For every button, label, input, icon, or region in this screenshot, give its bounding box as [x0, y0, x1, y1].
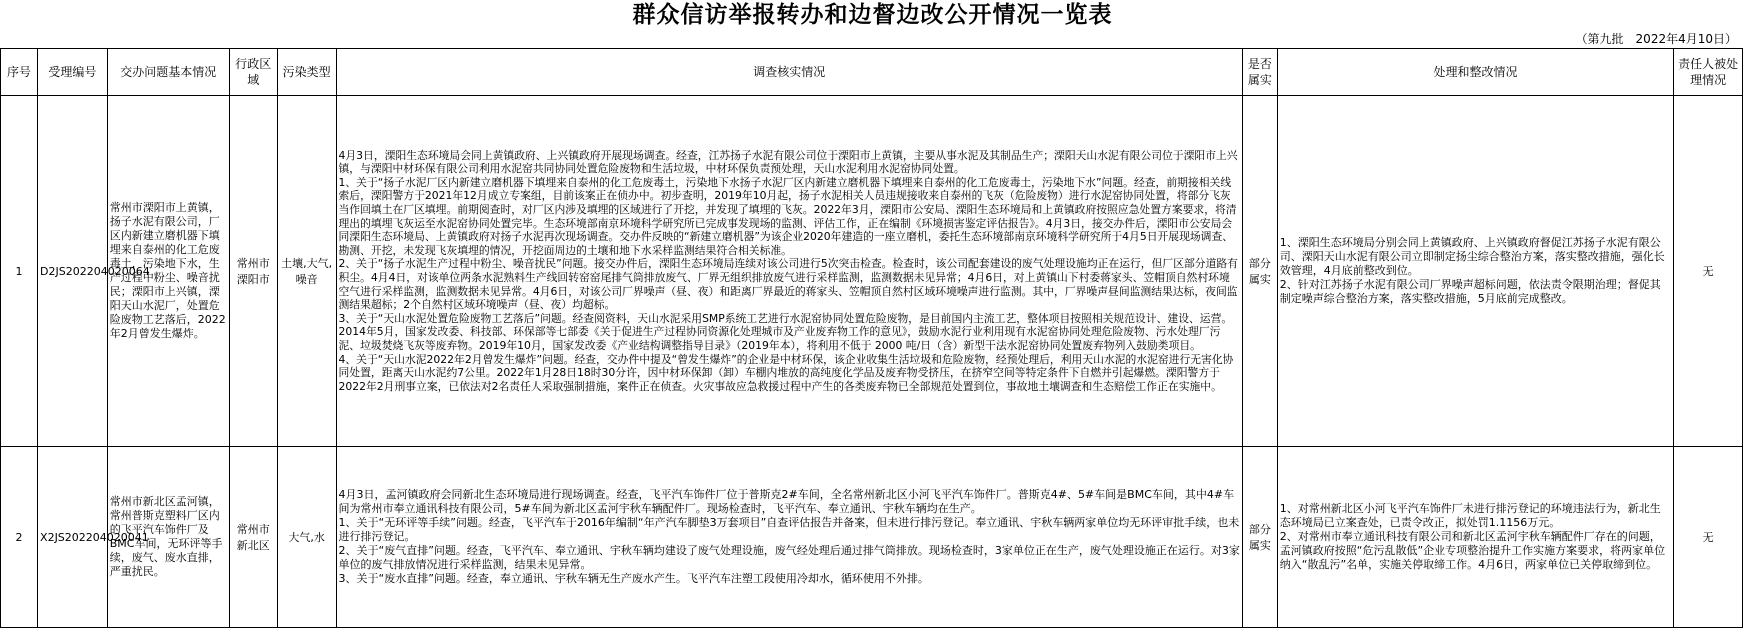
rectification-paragraph: 2、针对江苏扬子水泥有限公司厂界噪声超标问题，依法责令限期治理；督促其制定噪声综合整治方案，落实整改措施，5月底前完成整改。 — [1279, 278, 1661, 305]
header-id[interactable]: 受理编号 — [38, 49, 108, 96]
header-region[interactable]: 行政区域 — [229, 49, 277, 96]
table-row — [1, 96, 1743, 447]
cell-no[interactable]: 2 — [1, 447, 38, 628]
rectification-paragraph: 1、溧阳生态环境局分别会同上黄镇政府、上兴镇政府督促江苏扬子水泥有限公司、溧阳天山水泥有限公司立即制定扬尘综合整治方案，落实整改措施，强化长效管理，4月底前整改到位。 — [1279, 236, 1665, 277]
rectification-paragraph: 2、对常州市奉立通讯科技有限公司和新北区孟河宇秋车辆配件厂存在的问题，孟河镇政府按照“危污乱散低”企业专项整治提升工作实施方案要求，将两家单位纳入“散乱污”名单，实施关停取缔工作。4月6日，两家单位已关停取缔到位。 — [1279, 530, 1666, 571]
investigation-paragraph: 4月3日，孟河镇政府会同新北生态环境局进行现场调查。经查，飞平汽车饰件厂位于普斯克2#车间，全名常州新北区小河飞平汽车饰件厂。普斯克4#、5#车间是BMC车间，其中4#车间为常州市奉立通讯科技有限公司，5#车间为新北区孟河宇秋车辆配件厂。现场检查时，飞平汽车、奉立通讯、宇秋车辆均在生产。 — [338, 488, 1235, 515]
cell-accountability[interactable]: 无 — [1674, 447, 1743, 628]
cell-id[interactable]: D2JS202204020064 — [38, 96, 108, 447]
cell-region[interactable]: 常州市新北区 — [229, 447, 277, 628]
cell-rectification[interactable] — [1277, 96, 1674, 447]
cell-issue[interactable]: 常州市溧阳市上黄镇，扬子水泥有限公司，厂区内新建立磨机器下填埋来自泰州的化工危废毒土，污染地下水，生产过程中粉尘、噪音扰民；溧阳市上兴镇，溧阳天山水泥厂，处置危险废物工艺落后，2022年2月曾发生爆炸。 — [107, 96, 229, 447]
investigation-paragraph: 4、关于“天山水泥2022年2月曾发生爆炸”问题。经查，交办件中提及“曾发生爆炸”的企业是中材环保，该企业收集生活垃圾和危险废物，经预处理后，利用天山水泥的水泥窑进行无害化协同处置，距离天山水泥约7公里。2022年1月28日18时30分许，因中材环保卸（卸）车棚内堆放的高纯度化学品及废弃物受挤压，在挤窄空间等特定条件下自燃并引起爆燃。溧阳警方于2022年2月刑事立案，已依法对2名责任人采取强制措施，案件正在侦查。火灾事故应急救援过程中产生的各类废弃物已全部规范处置到位，事故地土壤调查和生态赔偿工作正在实施中。 — [338, 352, 1234, 393]
cell-verified[interactable]: 部分属实 — [1242, 447, 1277, 628]
investigation-paragraph: 3、关于“天山水泥处置危险废物工艺落后”问题。经查阅资料，天山水泥采用SMP系统工艺进行水泥窑协同处置危险废物，是目前国内主流工艺，整体项目按照相关规范设计、建设、运营。2014年5月，国家发改委、科技部、环保部等七部委《关于促进生产过程协同资源化处理城市及产业废弃物工作的意见》，鼓励水泥行业利用现有水泥窑协同处理危险废物、污水处理厂污泥、垃圾焚烧飞灰等废弃物。2019年10月，国家发改委《产业结构调整指导目录》（2019年本），将利用不低于 2000 吨/日（含）新型干法水泥窑协同处置废弃物列入鼓励类项目。 — [338, 311, 1233, 352]
cell-investigation[interactable] — [336, 447, 1242, 628]
cell-investigation[interactable] — [336, 96, 1242, 447]
investigation-paragraph: 2、关于“废气直排”问题。经查，飞平汽车、奉立通讯、宇秋车辆均建设了废气处理设施，废气经处理后通过排气筒排放。现场检查时，3家单位正在生产，废气处理设施正在运行。对3家单位的废气排放情况进行采样监测，结果未见异常。 — [338, 544, 1240, 571]
header-row — [1, 49, 1743, 96]
investigation-paragraph: 4月3日，溧阳生态环境局会同上黄镇政府、上兴镇政府开展现场调查。经查，江苏扬子水泥有限公司位于溧阳市上黄镇，主要从事水泥及其制品生产；溧阳天山水泥有限公司位于溧阳市上兴镇，与溧阳中材环保有限公司利用水泥窑共同协同处置危险废物和生活垃圾，中材环保负责预处理，天山水泥利用水泥窑协同处置。 — [338, 148, 1238, 176]
investigation-paragraph: 3、关于“废水直排”问题。经查，奉立通讯、宇秋车辆无生产废水产生。飞平汽车注塑工段使用冷却水，循环使用不外排。 — [338, 572, 929, 585]
header-rectification[interactable]: 处理和整改情况 — [1277, 49, 1674, 96]
investigation-paragraph: 1、关于“扬子水泥厂区内新建立磨机器下填埋来自泰州的化工危废毒土，污染地下水扬子水泥厂区内新建立磨机器下填埋来自泰州的化工危废毒土，污染地下水”问题。经查，前期接相关线索后，溧阳警方于2021年12月成立专案组，目前该案正在侦办中。初步查明，2019年10月起，扬子水泥相关人员违规接收来自泰州的飞灰（危险废物）进行水泥窑协同处置，将部分飞灰当作回填土在厂区填埋。前期阅查时，对厂区内涉及填埋的区域进行了开挖，并发现了填埋的飞灰。2022年3月，溧阳市公安局、溧阳生态环境局和上黄镇政府按照应急处置方案要求，将清理出的填埋飞灰运至水泥窑协同处置完毕。生态环境部南京环境科学研究所已完成事发现场的监测、评估工作，正在编制《环境损害鉴定评估报告》。4月3日，接交办件后，溧阳市公安局会同溧阳生态环境局、上黄镇政府对扬子水泥再次现场调查。交办件反映的“新建立磨机器”为该企业2020年建造的一座立磨机，委托生态环境部南京环境科学研究所于4月5日开展现场调查、勘测、开挖，未发现飞灰填埋的情况，开挖面周边的土壤和地下水采样监测结果符合相关标准。 — [338, 175, 1237, 257]
header-pollution[interactable]: 污染类型 — [277, 49, 336, 96]
document-title: 群众信访举报转办和边督边改公开情况一览表 — [632, 2, 1113, 28]
cell-issue[interactable]: 常州市新北区孟河镇，常州普斯克塑料厂区内的飞平汽车饰件厂及BMC车间，无环评等手续，废气、废水直排，严重扰民。 — [107, 447, 229, 628]
cell-id[interactable]: X2JS202204020041 — [38, 447, 108, 628]
cell-region[interactable]: 常州市溧阳市 — [229, 96, 277, 447]
report-table — [0, 48, 1743, 628]
cell-accountability[interactable]: 无 — [1674, 96, 1743, 447]
investigation-paragraph: 1、关于“无环评等手续”问题。经查，飞平汽车于2016年编制“年产汽车脚垫3万套项目”自查评估报告并备案，但未进行排污登记。奉立通讯、宇秋车辆两家单位均无环评审批手续，也未进行排污登记。 — [338, 516, 1240, 543]
cell-no[interactable]: 1 — [1, 96, 38, 447]
rectification-paragraph: 1、对常州新北区小河飞平汽车饰件厂未进行排污登记的环境违法行为，新北生态环境局已立案查处，已责令改正，拟处罚1.1156万元。 — [1279, 502, 1661, 529]
header-no[interactable]: 序号 — [1, 49, 38, 96]
cell-pollution[interactable]: 土壤,大气,噪音 — [277, 96, 336, 447]
header-investigation[interactable]: 调查核实情况 — [336, 49, 1242, 96]
batch-date: （第九批 2022年4月10日） — [1575, 32, 1737, 46]
table-row — [1, 447, 1743, 628]
header-verified[interactable]: 是否属实 — [1242, 49, 1277, 96]
header-issue[interactable]: 交办问题基本情况 — [107, 49, 229, 96]
cell-pollution[interactable]: 大气,水 — [277, 447, 336, 628]
cell-rectification[interactable] — [1277, 447, 1674, 628]
investigation-paragraph: 2、关于“扬子水泥生产过程中粉尘、噪音扰民”问题。接交办件后，溧阳生态环境局连续对该公司进行5次突击检查。检查时，该公司配套建设的废气处理设施均正在运行，但厂区部分道路有积尘。4月4日，对该单位两条水泥熟料生产线回转窑窑尾排气筒排放废气、厂界无组织排放废气进行采样监测，监测数据未见异常；4月6日，对上黄镇山下村委蒋家头、笠帽顶自然村环境空气进行采样监测，监测数据未见异常。4月6日，对该公司厂界噪声（昼、夜）和距离厂界最近的蒋家头、笠帽顶自然村区域环境噪声进行监测。其中，厂界噪声昼间监测结果达标，夜间监测结果超标；2个自然村区域环境噪声（昼、夜）均超标。 — [338, 257, 1238, 312]
cell-verified[interactable]: 部分属实 — [1242, 96, 1277, 447]
header-accountability[interactable]: 责任人被处理情况 — [1674, 49, 1743, 96]
